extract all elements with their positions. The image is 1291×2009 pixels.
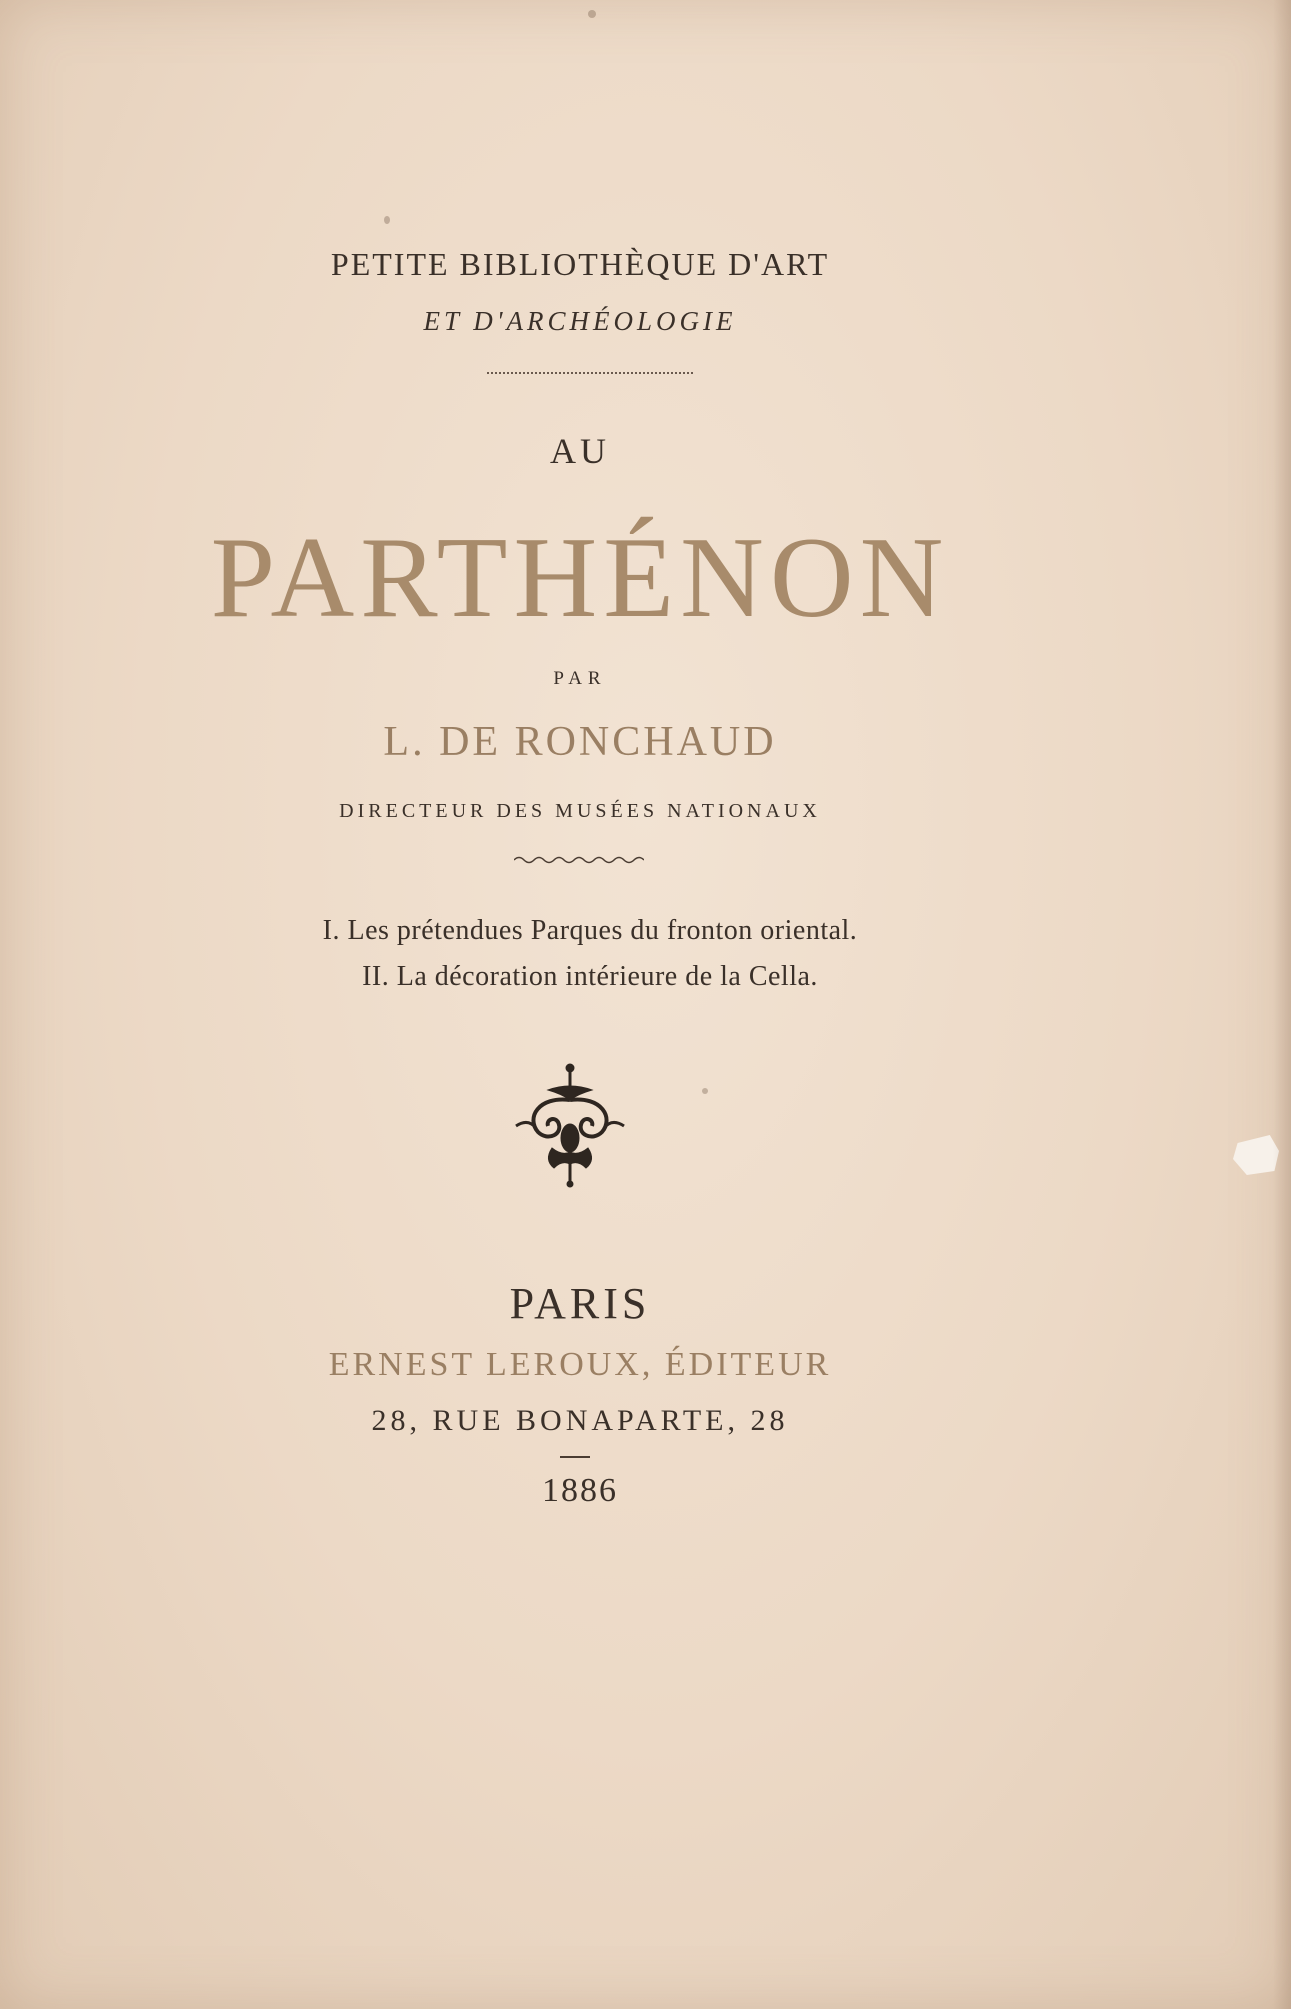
series-title: PETITE BIBLIOTHÈQUE D'ART: [330, 246, 830, 282]
wavy-divider: [514, 855, 644, 865]
by-label: PAR: [553, 668, 607, 689]
book-title: PARTHÉNON: [210, 514, 950, 642]
imprint-year: 1886: [542, 1472, 618, 1509]
imprint-address: 28, RUE BONAPARTE, 28: [371, 1404, 789, 1437]
paper-spot: [384, 216, 390, 224]
contents-item-2: II. La décoration intérieure de la Cella.: [362, 961, 818, 992]
paper-tear: [1233, 1135, 1279, 1175]
dotted-divider: [487, 372, 693, 374]
contents-item-1: I. Les prétendues Parques du fronton oriental.: [322, 915, 858, 946]
title-prefix: AU: [550, 431, 610, 471]
paper-spot: [588, 10, 596, 18]
paper-spot: [702, 1088, 708, 1094]
imprint-city: PARIS: [509, 1279, 651, 1328]
series-subtitle: ET D'ARCHÉOLOGIE: [423, 306, 737, 336]
fleuron-icon: [508, 1060, 632, 1190]
author-role: DIRECTEUR DES MUSÉES NATIONAUX: [339, 800, 821, 822]
imprint-publisher: ERNEST LEROUX, ÉDITEUR: [328, 1346, 832, 1383]
author-name: L. DE RONCHAUD: [383, 719, 777, 765]
short-divider: [560, 1456, 590, 1458]
